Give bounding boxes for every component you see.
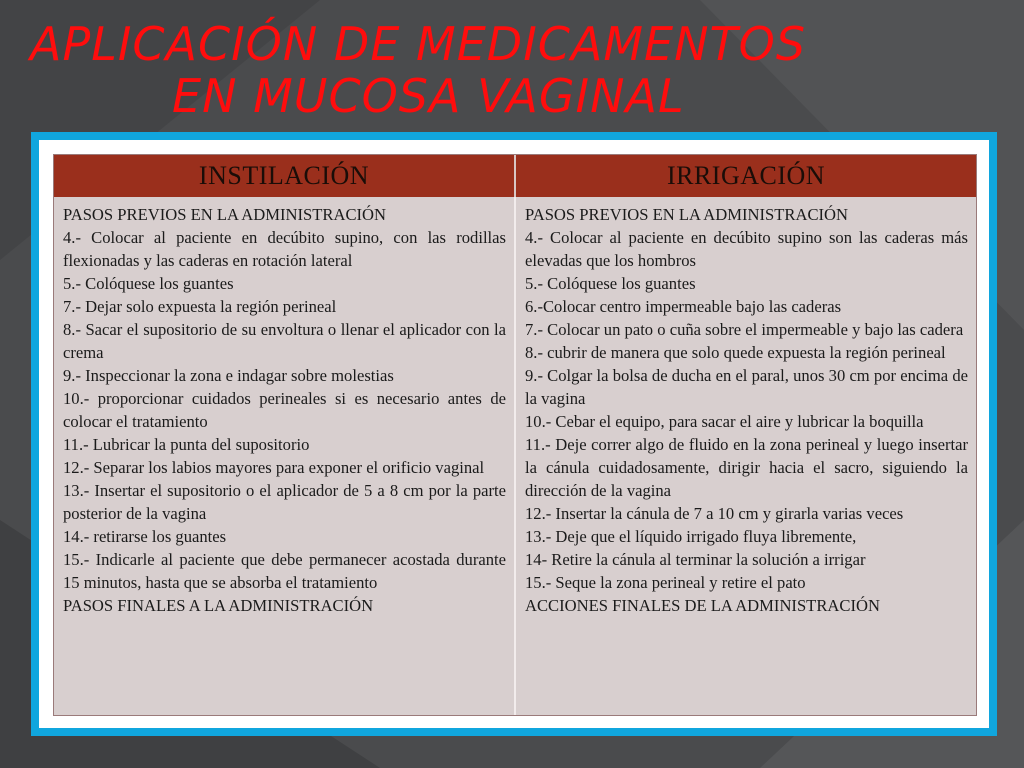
list-item: 10.- Cebar el equipo, para sacar el aire y lubricar la boquilla: [525, 412, 924, 431]
table-header-row: [54, 155, 976, 197]
slide-title: [0, 18, 1024, 122]
list-item: 11.- Lubricar la punta del supositorio: [63, 435, 310, 454]
list-item: 15.- Indicarle al paciente que debe permanecer acostada durante 15 minutos, hasta que se absorba el tratamiento: [63, 550, 506, 592]
title-line-2: EN MUCOSA VAGINAL: [172, 69, 685, 123]
header-irrigacion: IRRIGACIÓN: [514, 155, 976, 197]
list-item: 4.- Colocar al paciente en decúbito supino son las caderas más elevadas que los hombros: [525, 228, 968, 270]
list-item: 15.- Seque la zona perineal y retire el pato: [525, 573, 806, 592]
list-item: 14- Retire la cánula al terminar la solución a irrigar: [525, 550, 866, 569]
list-item: 8.- Sacar el supositorio de su envoltura o llenar el aplicador con la crema: [63, 320, 506, 362]
table-frame: [31, 132, 997, 736]
comparison-table: [53, 154, 977, 716]
instilacion-cell: [54, 197, 514, 715]
list-item: 5.- Colóquese los guantes: [63, 274, 234, 293]
list-item: 10.- proporcionar cuidados perineales si es necesario antes de colocar el tratamiento: [63, 389, 506, 431]
list-item: PASOS PREVIOS EN LA ADMINISTRACIÓN: [525, 205, 849, 224]
list-item: 4.- Colocar al paciente en decúbito supino, con las rodillas flexionadas y las caderas en rotación lateral: [63, 228, 506, 270]
list-item: ACCIONES FINALES DE LA ADMINISTRACIÓN: [525, 596, 880, 615]
list-item: 9.- Inspeccionar la zona e indagar sobre molestias: [63, 366, 394, 385]
list-item: 5.- Colóquese los guantes: [525, 274, 696, 293]
list-item: PASOS PREVIOS EN LA ADMINISTRACIÓN: [63, 205, 387, 224]
list-item: 13.- Deje que el líquido irrigado fluya libremente,: [525, 527, 857, 546]
title-line-1: APLICACIÓN DE MEDICAMENTOS: [30, 17, 807, 71]
irrigacion-cell: [514, 197, 976, 715]
list-item: 12.- Insertar la cánula de 7 a 10 cm y girarla varias veces: [525, 504, 904, 523]
list-item: 12.- Separar los labios mayores para exponer el orificio vaginal: [63, 458, 485, 477]
table-frame-inner: [39, 140, 989, 728]
list-item: 6.-Colocar centro impermeable bajo las caderas: [525, 297, 842, 316]
list-item: 8.- cubrir de manera que solo quede expuesta la región perineal: [525, 343, 946, 362]
list-item: 11.- Deje correr algo de fluido en la zona perineal y luego insertar la cánula cuidadosamente, dirigir hacia el sacro, siguiendo la dirección de la vagina: [525, 435, 968, 500]
list-item: 9.- Colgar la bolsa de ducha en el paral, unos 30 cm por encima de la vagina: [525, 366, 968, 408]
list-item: PASOS FINALES A LA ADMINISTRACIÓN: [63, 596, 374, 615]
header-instilacion: INSTILACIÓN: [198, 161, 370, 190]
list-item: 13.- Insertar el supositorio o el aplicador de 5 a 8 cm por la parte posterior de la vagina: [63, 481, 506, 523]
list-item: 7.- Dejar solo expuesta la región perineal: [63, 297, 337, 316]
list-item: 7.- Colocar un pato o cuña sobre el impermeable y bajo las cadera: [525, 320, 964, 339]
list-item: 14.- retirarse los guantes: [63, 527, 227, 546]
table-body-row: [54, 197, 976, 715]
